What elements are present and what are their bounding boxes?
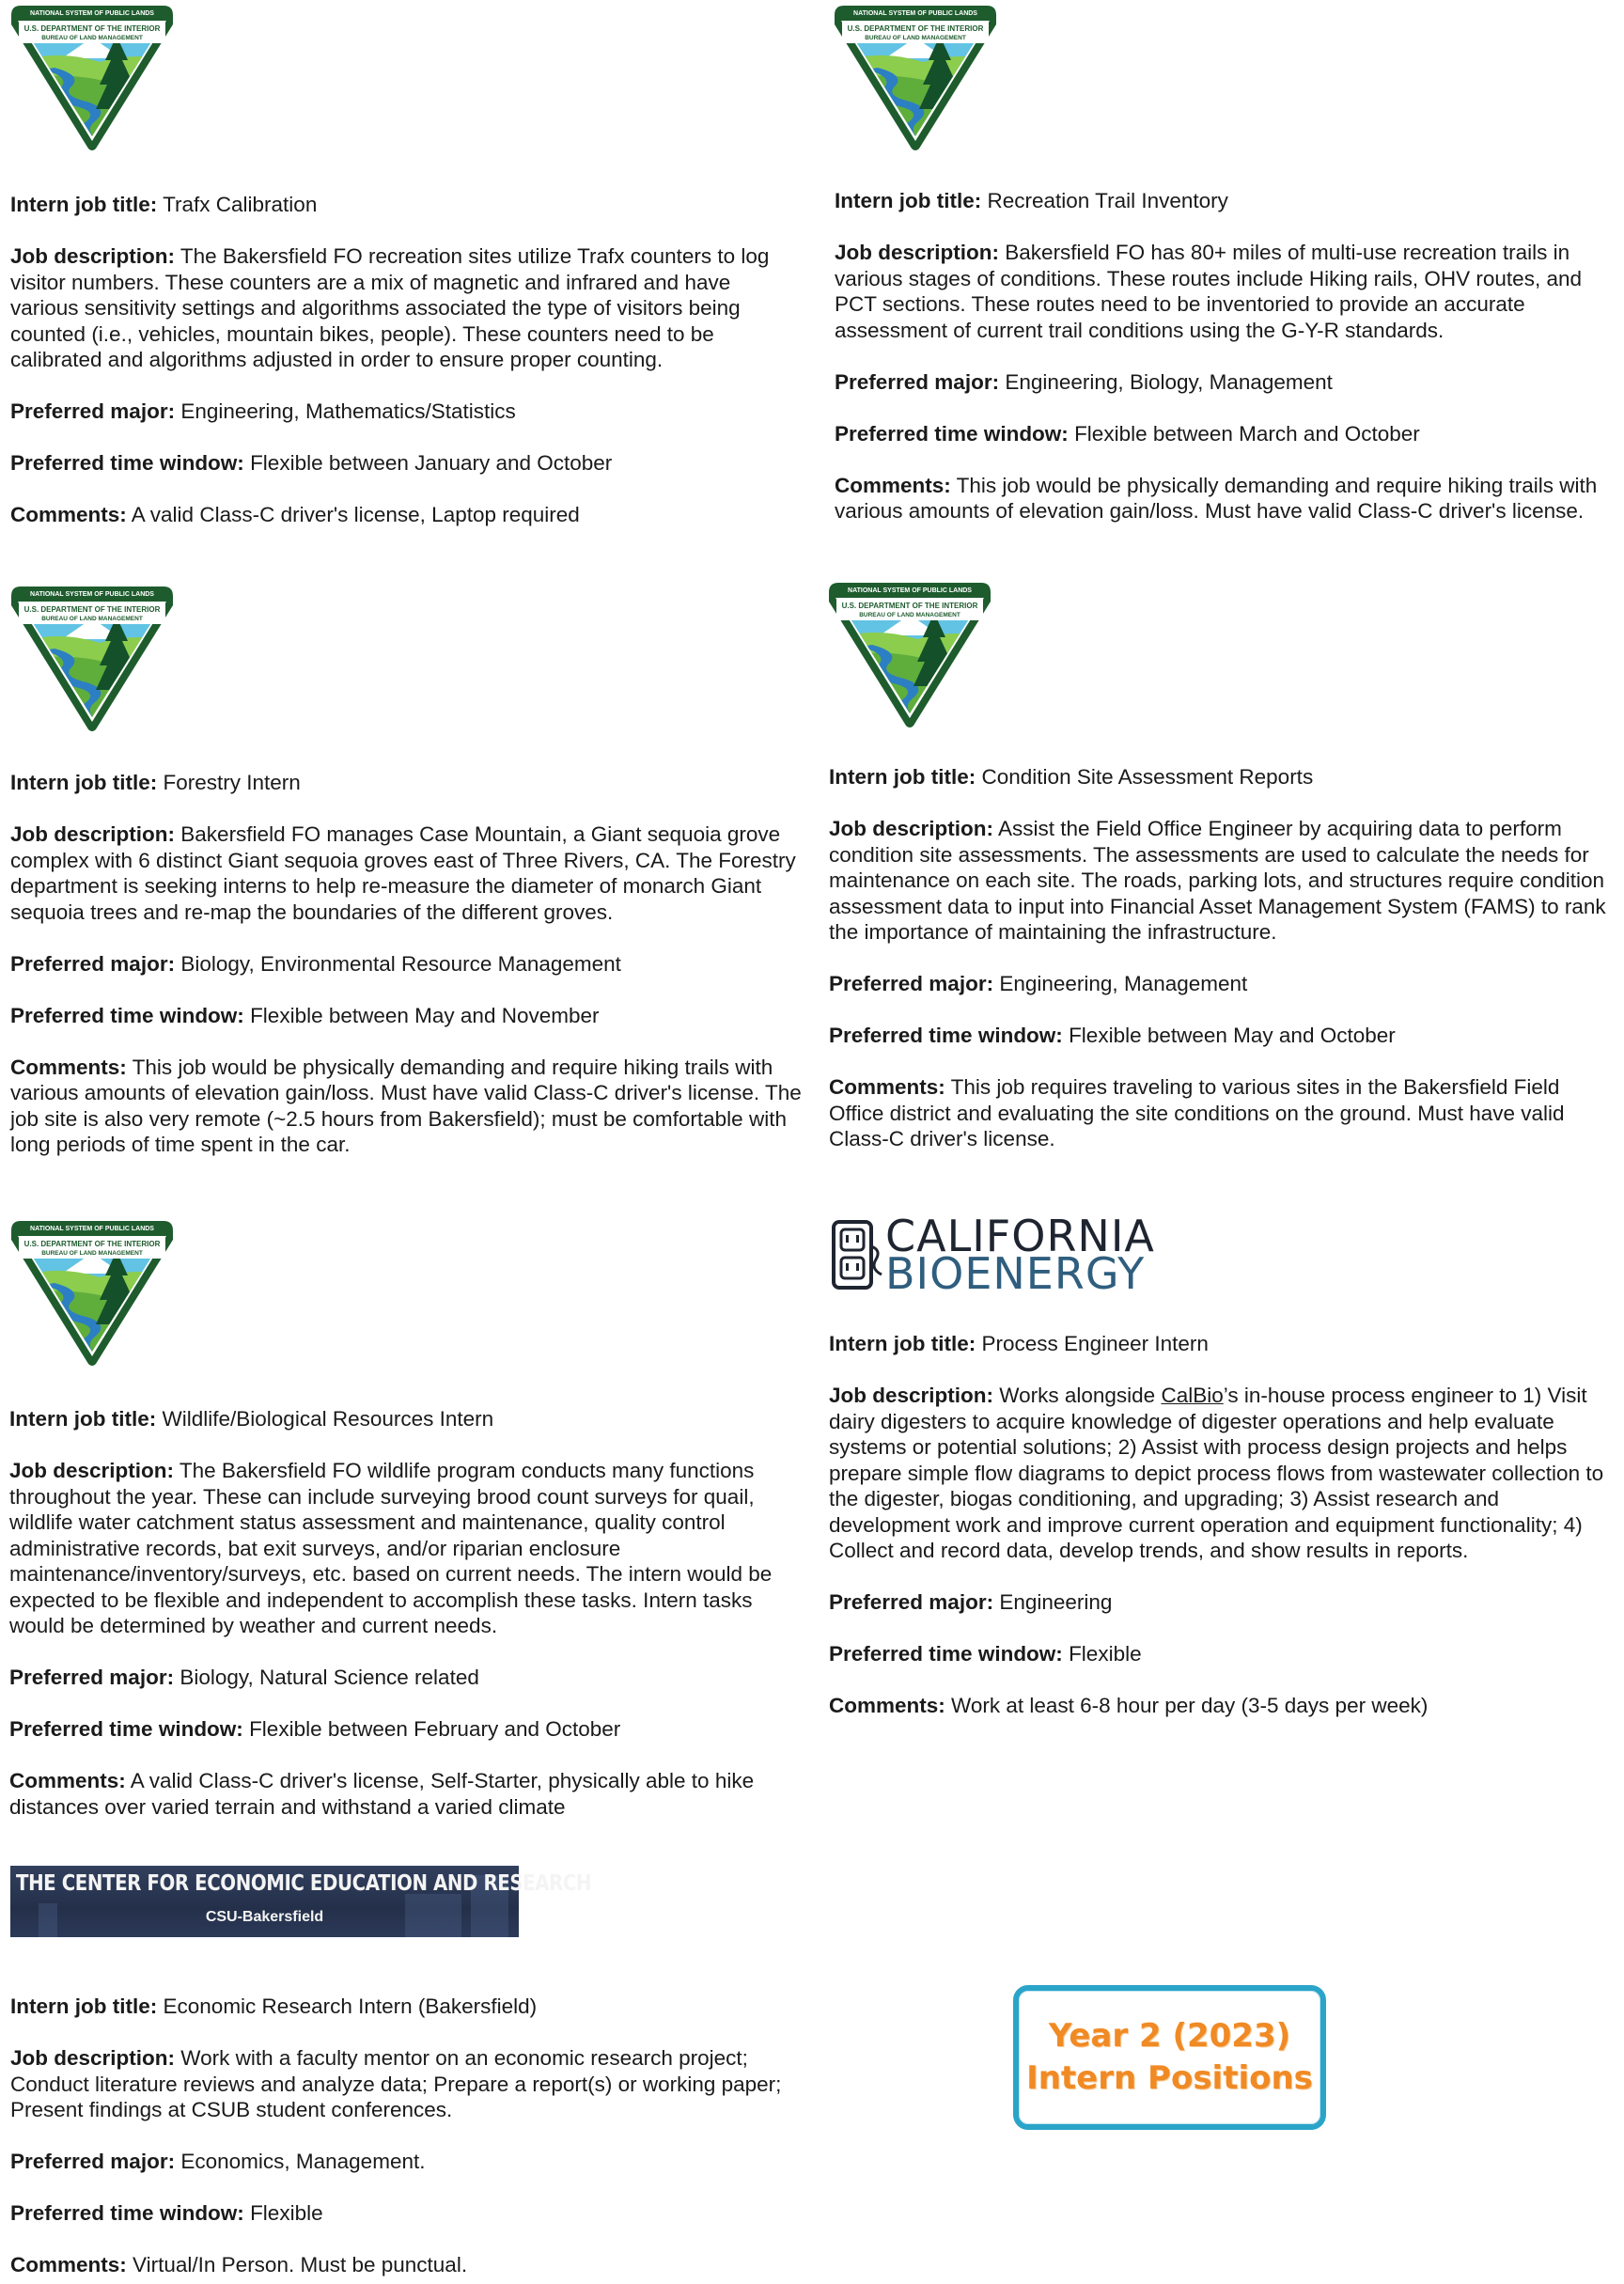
posting-details [10, 192, 798, 528]
ceer-banner [10, 1866, 592, 1937]
posting-details [10, 770, 805, 1158]
year-badge-line2: Intern Positions [1026, 2059, 1313, 2097]
job-description: Job description: Works alongside CalBio’s in-house process engineer to 1) Visit dairy digesters to acquire knowledge of digester operations and help evaluate systems or potential solutions; 2) Assist with process design projects and helps prepare simple flow diagrams to depict process flows from wastewater collection to the digester, biogas conditioning, and upgrading; 3) Assist research and development work and improve current operation and equipment functionality; 4) Collect and record data, develop trends, and show results in reports. [829, 1384, 1604, 1562]
comments: Comments: This job would be physically demanding and require hiking trails with various amounts of elevation gain/loss. Must have valid Class-C driver's license. The job site is also very remote (~2.5 hours from Bakersfield); must be comfortable with long periods of time spent in the car. [10, 1055, 802, 1156]
job-title: Intern job title: Trafx Calibration [10, 193, 318, 216]
blm-logo-icon [6, 2, 179, 152]
year-badge-line1: Year 2 (2023) [1048, 2017, 1291, 2055]
ceer-banner-subtitle: CSU-Bakersfield [205, 1909, 324, 1925]
blm-logo-top-text: NATIONAL SYSTEM OF PUBLIC LANDS [30, 1226, 154, 1232]
blm-logo-agency-line2: BUREAU OF LAND MANAGEMENT [865, 35, 966, 41]
blm-logo-icon [6, 1217, 179, 1368]
blm-logo-agency-line1: U.S. DEPARTMENT OF THE INTERIOR [847, 24, 984, 33]
california-text: CALIFORNIA [885, 1211, 1155, 1261]
preferred-major: Preferred major: Biology, Natural Science related [9, 1666, 479, 1689]
preferred-major: Preferred major: Biology, Environmental Resource Management [10, 951, 621, 976]
blm-logo-agency-line2: BUREAU OF LAND MANAGEMENT [859, 612, 960, 618]
posting-details [9, 1406, 806, 1820]
job-description: Job description: Bakersfield FO manages Case Mountain, a Giant sequoia grove complex with 6 distinct Giant sequoia groves east of Three Rivers, CA. The Forestry department is seeking interns to help re-measure the diameter of monarch Giant sequoia trees and re-map the boundaries of the different groves. [10, 822, 796, 924]
job-description: Job description: The Bakersfield FO wildlife program conducts many functions throughout the year. These can include surveying brood count surveys for quail, wildlife water catchment status assessment and maintenance, quality control administrative records, bat exit surveys, and/or riparian enclosure maintenance/inventory/surveys, etc. based on current needs. The intern would be expected to be flexible and independent to accomplish these tasks. Intern tasks would be determined by weather and current needs. [9, 1459, 773, 1637]
blm-logo-agency-line2: BUREAU OF LAND MANAGEMENT [41, 1250, 143, 1257]
preferred-time-window: Preferred time window: Flexible [10, 2201, 323, 2225]
blm-logo-agency-line1: U.S. DEPARTMENT OF THE INTERIOR [23, 1240, 161, 1248]
job-description: Job description: Assist the Field Office Engineer by acquiring data to perform condition site assessments. The assessments are used to calculate the needs for maintenance on each site. The roads, parking lots, and structures require condition assessment data to input into Financial Asset Management System (FAMS) to rank the importance of maintaining the infrastructure. [829, 817, 1606, 944]
comments: Comments: Work at least 6-8 hour per day (3-5 days per week) [829, 1694, 1429, 1717]
posting-details [829, 1331, 1624, 1719]
bioenergy-text: BIOENERGY [885, 1248, 1146, 1299]
blm-logo-agency-line2: BUREAU OF LAND MANAGEMENT [41, 616, 143, 622]
preferred-major: Preferred major: Engineering [829, 1590, 1113, 1614]
comments: Comments: This job would be physically demanding and require hiking trails with various amounts of elevation gain/loss. Must have valid Class-C driver's license. [835, 473, 1598, 523]
outlet-plug-icon [831, 1218, 883, 1291]
preferred-time-window: Preferred time window: Flexible [829, 1642, 1142, 1666]
blm-logo-agency-line1: U.S. DEPARTMENT OF THE INTERIOR [23, 605, 161, 614]
comments: Comments: Virtual/In Person. Must be punctual. [10, 2253, 468, 2276]
job-title: Intern job title: Wildlife/Biological Resources Intern [9, 1407, 494, 1431]
preferred-time-window: Preferred time window: Flexible between March and October [835, 421, 1420, 446]
preferred-time-window: Preferred time window: Flexible between May and November [10, 1003, 600, 1027]
blm-logo-top-text: NATIONAL SYSTEM OF PUBLIC LANDS [30, 591, 154, 598]
posting-details [835, 188, 1619, 524]
blm-logo-icon [823, 579, 996, 729]
preferred-major: Preferred major: Economics, Management. [10, 2150, 426, 2173]
calbio-link[interactable]: CalBio [1161, 1384, 1224, 1407]
blm-logo-top-text: NATIONAL SYSTEM OF PUBLIC LANDS [30, 10, 154, 17]
job-description: Job description: The Bakersfield FO recreation sites utilize Trafx counters to log visitor numbers. These counters are a mix of magnetic and infrared and have various sensitivity settings and algorithms associated the type of visitors being counted (i.e., vehicles, mountain bikes, people). These counters need to be calibrated and algorithms adjusted in order to ensure proper counting. [10, 244, 770, 371]
blm-logo-icon [6, 583, 179, 733]
posting-details [829, 764, 1618, 1152]
california-bioenergy-logo [831, 1211, 1155, 1299]
preferred-major: Preferred major: Engineering, Biology, Management [835, 369, 1333, 394]
job-description: Job description: Work with a faculty mentor on an economic research project; Conduct literature reviews and analyze data; Prepare a report(s) or working paper; Present findings at CSUB student conferences. [10, 2046, 782, 2121]
preferred-major: Preferred major: Engineering, Mathematics/Statistics [10, 399, 516, 423]
comments: Comments: A valid Class-C driver's license, Laptop required [10, 503, 580, 526]
job-title: Intern job title: Condition Site Assessment Reports [829, 765, 1314, 789]
posting-details [10, 1994, 807, 2278]
job-title: Intern job title: Recreation Trail Inventory [835, 189, 1228, 212]
preferred-major: Preferred major: Engineering, Management [829, 972, 1248, 995]
blm-logo-top-text: NATIONAL SYSTEM OF PUBLIC LANDS [853, 10, 977, 17]
year-badge [1013, 1985, 1326, 2130]
blm-logo-top-text: NATIONAL SYSTEM OF PUBLIC LANDS [848, 587, 972, 594]
job-description: Job description: Bakersfield FO has 80+ miles of multi-use recreation trails in various stages of conditions. These routes include Hiking rails, OHV routes, and PCT sections. These routes need to be inventoried to provide an accurate assessment of current trail conditions using the G-Y-R standards. [835, 241, 1582, 342]
job-title: Intern job title: Economic Research Intern (Bakersfield) [10, 1995, 538, 2018]
preferred-time-window: Preferred time window: Flexible between January and October [10, 451, 613, 475]
comments: Comments: A valid Class-C driver's license, Self-Starter, physically able to hike distances over varied terrain and withstand a varied climate [9, 1769, 755, 1819]
preferred-time-window: Preferred time window: Flexible between February and October [9, 1717, 621, 1741]
job-title: Intern job title: Forestry Intern [10, 771, 301, 794]
blm-logo-agency-line1: U.S. DEPARTMENT OF THE INTERIOR [23, 24, 161, 33]
ceer-banner-title: THE CENTER FOR ECONOMIC EDUCATION AND RESEARCH [16, 1871, 592, 1896]
comments: Comments: This job requires traveling to various sites in the Bakersfield Field Office district and evaluating the site conditions on the ground. Must have valid Class-C driver's license. [829, 1075, 1565, 1150]
blm-logo-agency-line2: BUREAU OF LAND MANAGEMENT [41, 35, 143, 41]
job-title: Intern job title: Process Engineer Intern [829, 1332, 1209, 1355]
blm-logo-agency-line1: U.S. DEPARTMENT OF THE INTERIOR [841, 602, 978, 610]
preferred-time-window: Preferred time window: Flexible between May and October [829, 1024, 1396, 1047]
blm-logo-icon [829, 2, 1002, 152]
